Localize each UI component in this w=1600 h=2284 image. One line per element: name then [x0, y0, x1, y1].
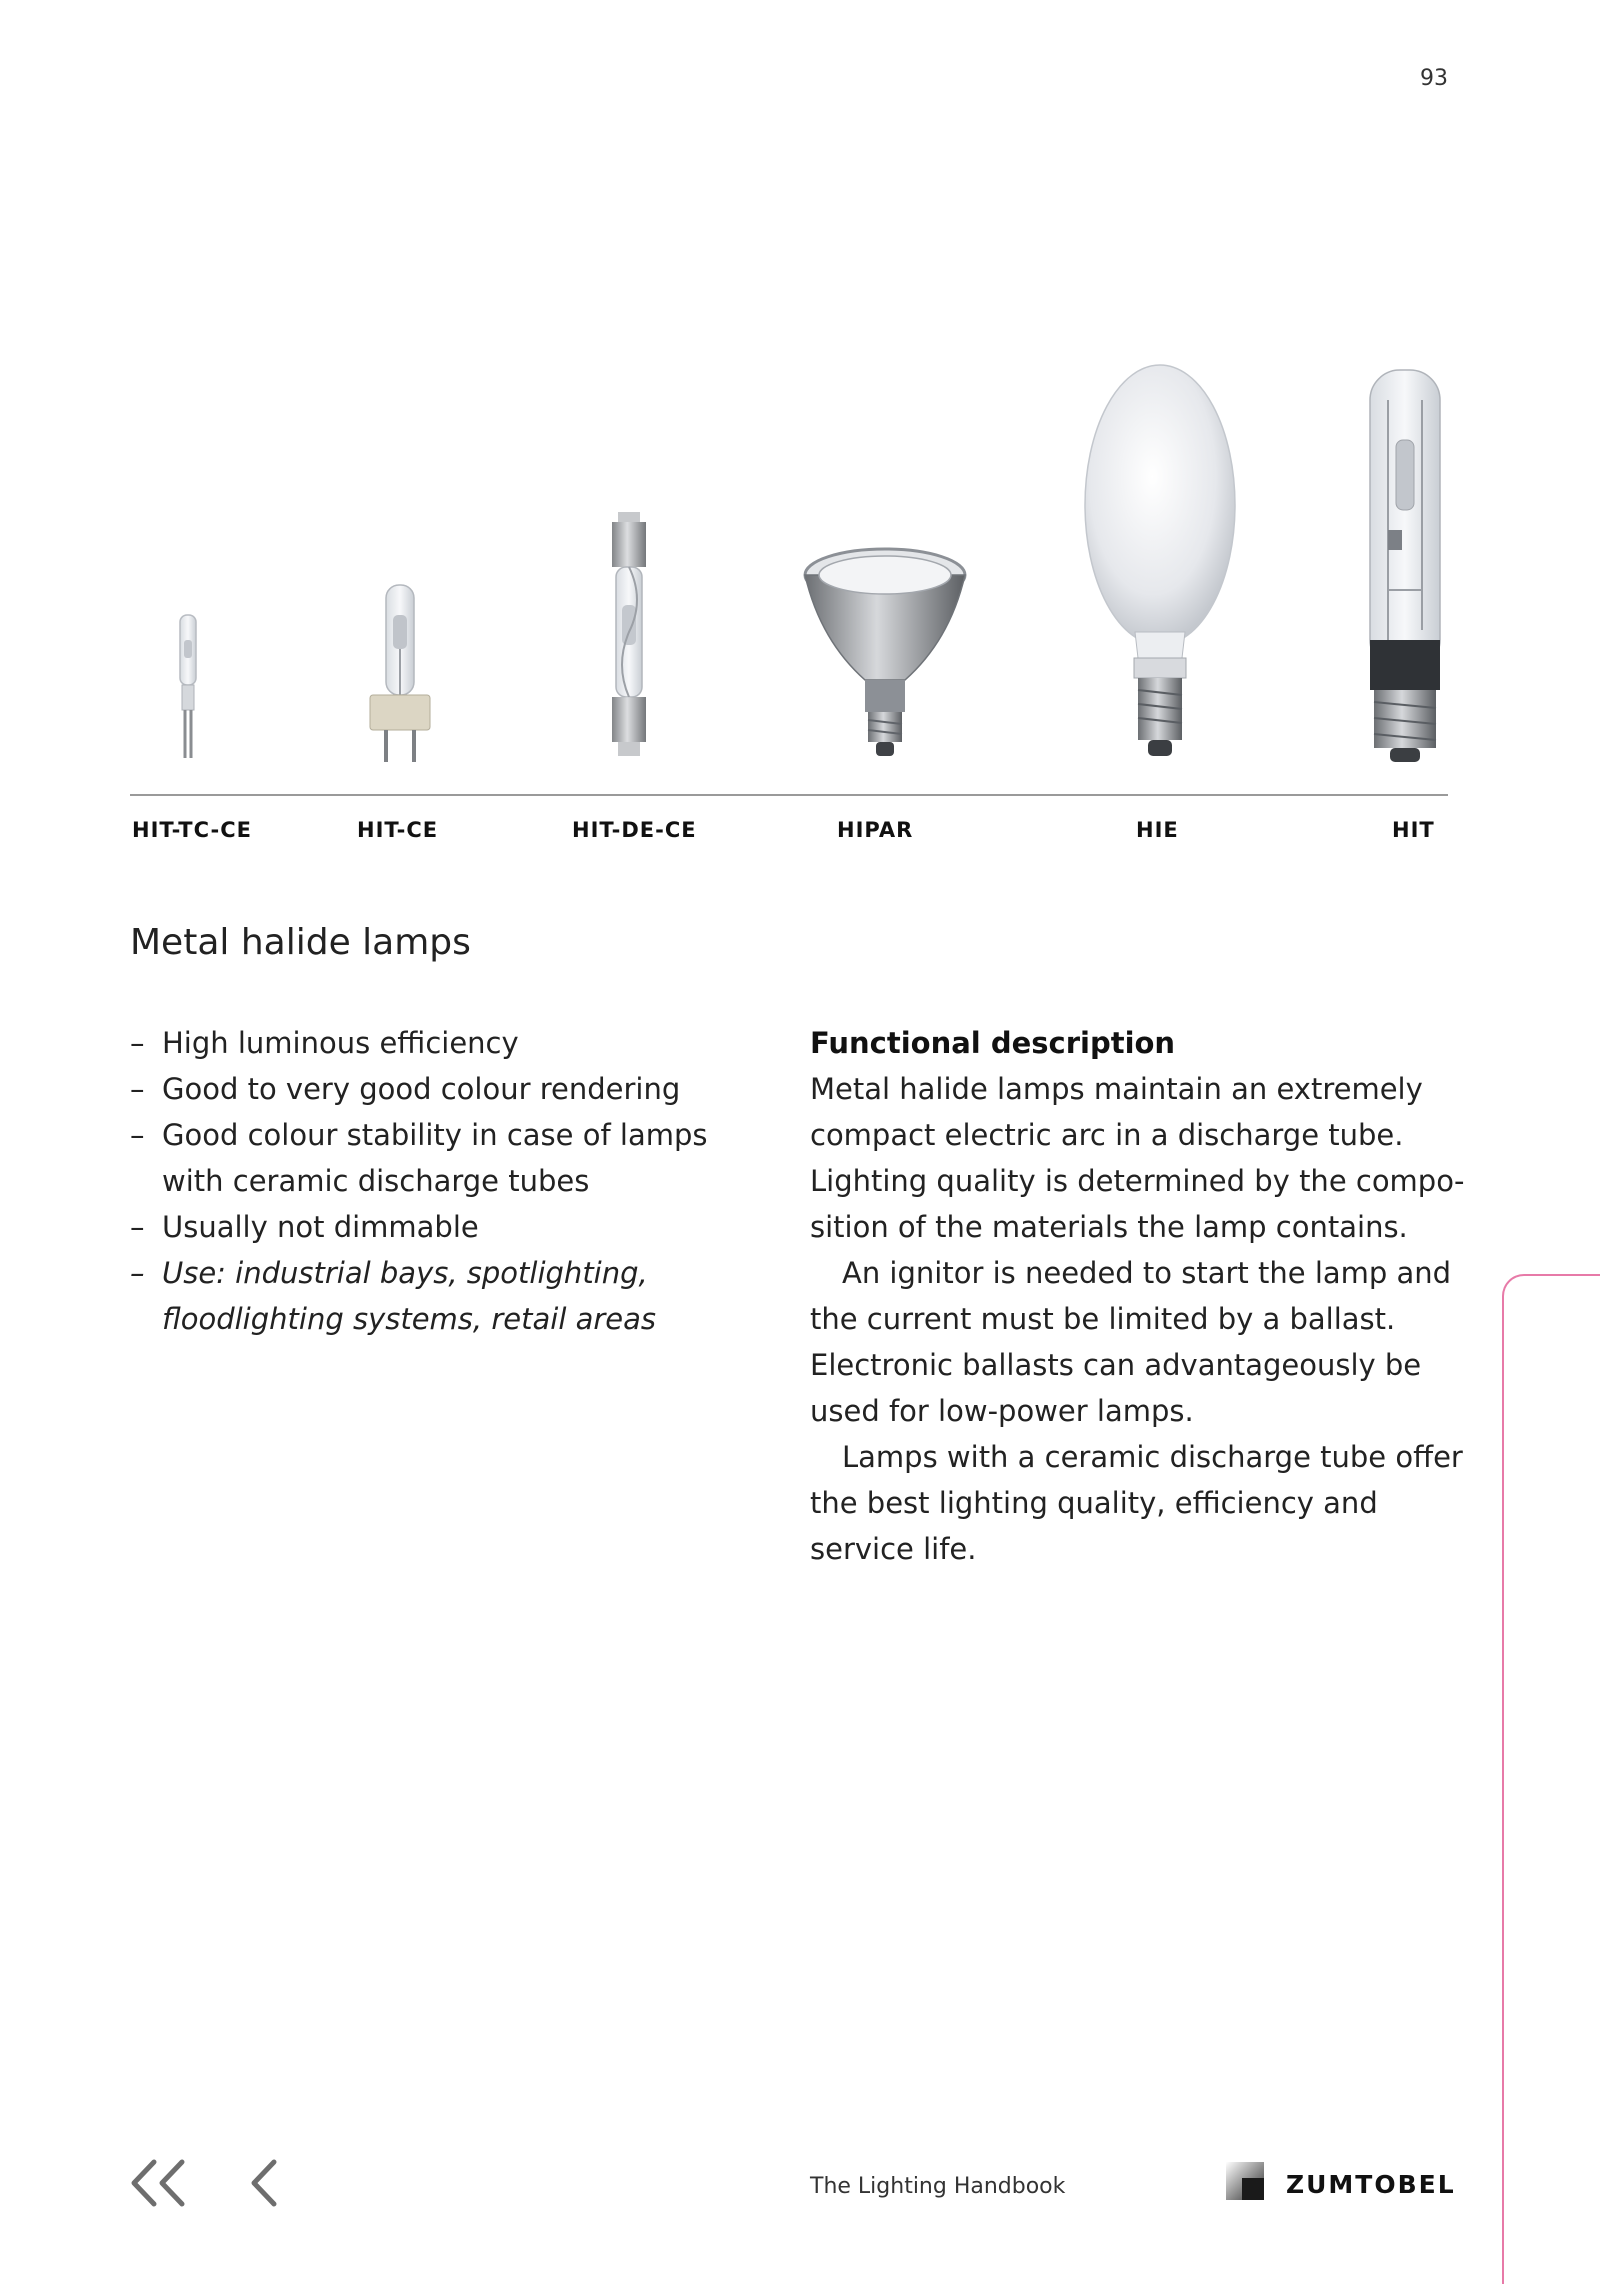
footer-handbook-title: The Lighting Handbook	[810, 2174, 1066, 2199]
functional-heading: Functional description	[810, 1026, 1176, 1060]
lamp-image-hit	[1370, 370, 1440, 762]
lamp-image-hit-ce	[370, 585, 430, 762]
lamp-image-hie	[1085, 365, 1235, 756]
feature-item: – Good colour stability in case of lamps with ceramic discharge tubes	[130, 1112, 730, 1204]
lamp-label-hie: HIE	[1136, 818, 1179, 842]
feature-list	[130, 1020, 730, 1342]
functional-description	[810, 1020, 1470, 1572]
page-number: 93	[1420, 66, 1448, 91]
chevron-left-icon[interactable]	[248, 2158, 282, 2208]
lamp-image-hipar	[805, 549, 965, 756]
lamp-row-divider	[130, 794, 1448, 796]
lamp-image-hit-tc-ce	[180, 615, 196, 758]
feature-item-use: – Use: industrial bays, spotlighting, floodlighting systems, retail areas	[130, 1250, 730, 1342]
feature-item: – High luminous efficiency	[130, 1020, 730, 1066]
feature-item: – Usually not dimmable	[130, 1204, 730, 1250]
lamp-label-hit: HIT	[1392, 818, 1435, 842]
lamp-label-hit-tc-ce: HIT-TC-CE	[132, 818, 252, 842]
lamp-label-hit-de-ce: HIT-DE-CE	[572, 818, 697, 842]
lamp-photo-row	[130, 340, 1450, 770]
functional-paragraph: Metal halide lamps maintain an extremely compact electric arc in a discharge tube. Lighting quality is determined by the composition of the materials the lamp contains.	[810, 1072, 1465, 1244]
lamp-label-hipar: HIPAR	[837, 818, 914, 842]
zumtobel-logo-icon	[1226, 2162, 1264, 2200]
chapter-tab-outline	[1502, 1274, 1600, 2284]
brand-wordmark: ZUMTOBEL	[1286, 2170, 1456, 2199]
lamp-image-hit-de-ce	[612, 512, 646, 756]
functional-paragraph: An ignitor is needed to start the lamp and the current must be limited by a ballast. Electronic ballasts can advantageously be used for low-power lamps.	[810, 1256, 1452, 1428]
feature-item: – Good to very good colour rendering	[130, 1066, 730, 1112]
double-chevron-left-icon[interactable]	[126, 2158, 190, 2208]
lamp-label-hit-ce: HIT-CE	[357, 818, 439, 842]
functional-paragraph: Lamps with a ceramic discharge tube offer the best lighting quality, efficiency and service life.	[810, 1440, 1463, 1566]
section-title: Metal halide lamps	[130, 922, 471, 963]
